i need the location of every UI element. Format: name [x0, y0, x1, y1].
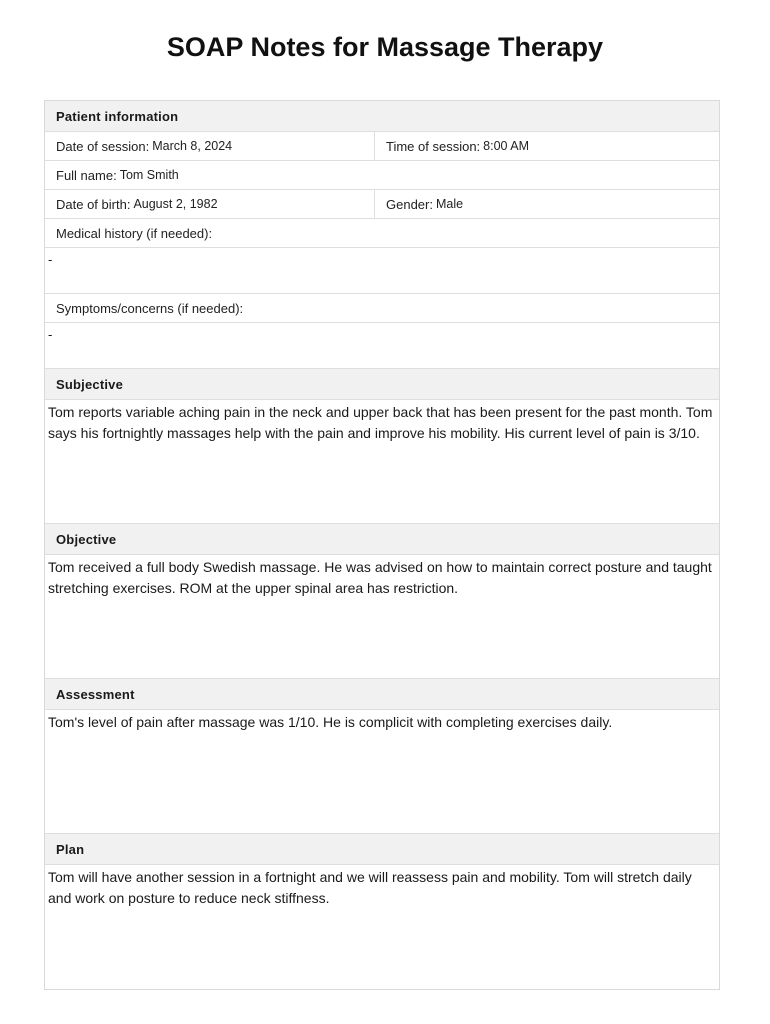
- full-name-field[interactable]: [45, 161, 719, 189]
- patient-info-heading: Patient information: [56, 108, 179, 124]
- symptoms-value-row[interactable]: [45, 323, 719, 369]
- medical-history-value[interactable]: -: [48, 252, 53, 267]
- date-of-session-value[interactable]: March 8, 2024: [152, 139, 233, 153]
- page-title: SOAP Notes for Massage Therapy: [166, 32, 604, 62]
- gender-value[interactable]: Male: [435, 197, 464, 211]
- date-of-birth-value[interactable]: August 2, 1982: [133, 197, 218, 211]
- gender-field[interactable]: [375, 190, 474, 218]
- medical-history-label: Medical history (if needed):: [56, 225, 213, 241]
- medical-history-label-row: [45, 219, 719, 248]
- symptoms-label-row: [45, 294, 719, 323]
- assessment-header: [45, 679, 719, 710]
- assessment-text-area[interactable]: [45, 710, 719, 834]
- dob-gender-row: [45, 190, 719, 219]
- session-row: [45, 132, 719, 161]
- gender-label: Gender:: [386, 196, 433, 212]
- time-of-session-value[interactable]: 8:00 AM: [483, 139, 530, 153]
- subjective-heading: Subjective: [56, 376, 124, 392]
- time-of-session-field[interactable]: [375, 132, 540, 160]
- assessment-heading: Assessment: [56, 686, 135, 702]
- symptoms-value[interactable]: -: [48, 327, 53, 342]
- full-name-label: Full name:: [56, 167, 117, 183]
- objective-heading: Objective: [56, 531, 117, 547]
- subjective-text-area[interactable]: [45, 400, 719, 524]
- objective-text[interactable]: Tom received a full body Swedish massage. He was advised on how to maintain correct posture and taught stretching exercises. ROM at the upper spinal area has restriction.: [48, 559, 712, 596]
- subjective-header: [45, 369, 719, 400]
- patient-info-header: [45, 101, 719, 132]
- assessment-text[interactable]: Tom's level of pain after massage was 1/10. He is complicit with completing exercises daily.: [48, 714, 613, 730]
- medical-history-value-row[interactable]: [45, 248, 719, 294]
- date-of-birth-field[interactable]: [45, 190, 375, 218]
- plan-text-area[interactable]: [45, 865, 719, 989]
- date-of-birth-label: Date of birth:: [56, 196, 131, 212]
- date-of-session-label: Date of session:: [56, 138, 150, 154]
- full-name-row: [45, 161, 719, 190]
- objective-header: [45, 524, 719, 555]
- plan-header: [45, 834, 719, 865]
- subjective-text[interactable]: Tom reports variable aching pain in the neck and upper back that has been present for the past month. Tom says his fortnightly massages help with the pain and improve his mobility. His current level of pain is 3/10.: [48, 404, 713, 441]
- symptoms-label: Symptoms/concerns (if needed):: [56, 300, 244, 316]
- objective-text-area[interactable]: [45, 555, 719, 679]
- time-of-session-label: Time of session:: [386, 138, 481, 154]
- plan-text[interactable]: Tom will have another session in a fortnight and we will reassess pain and mobility. Tom will stretch daily and work on posture to reduce neck stiffness.: [48, 869, 692, 906]
- date-of-session-field[interactable]: [45, 132, 375, 160]
- full-name-value[interactable]: Tom Smith: [119, 168, 179, 182]
- soap-form: [44, 100, 720, 990]
- plan-heading: Plan: [56, 841, 85, 857]
